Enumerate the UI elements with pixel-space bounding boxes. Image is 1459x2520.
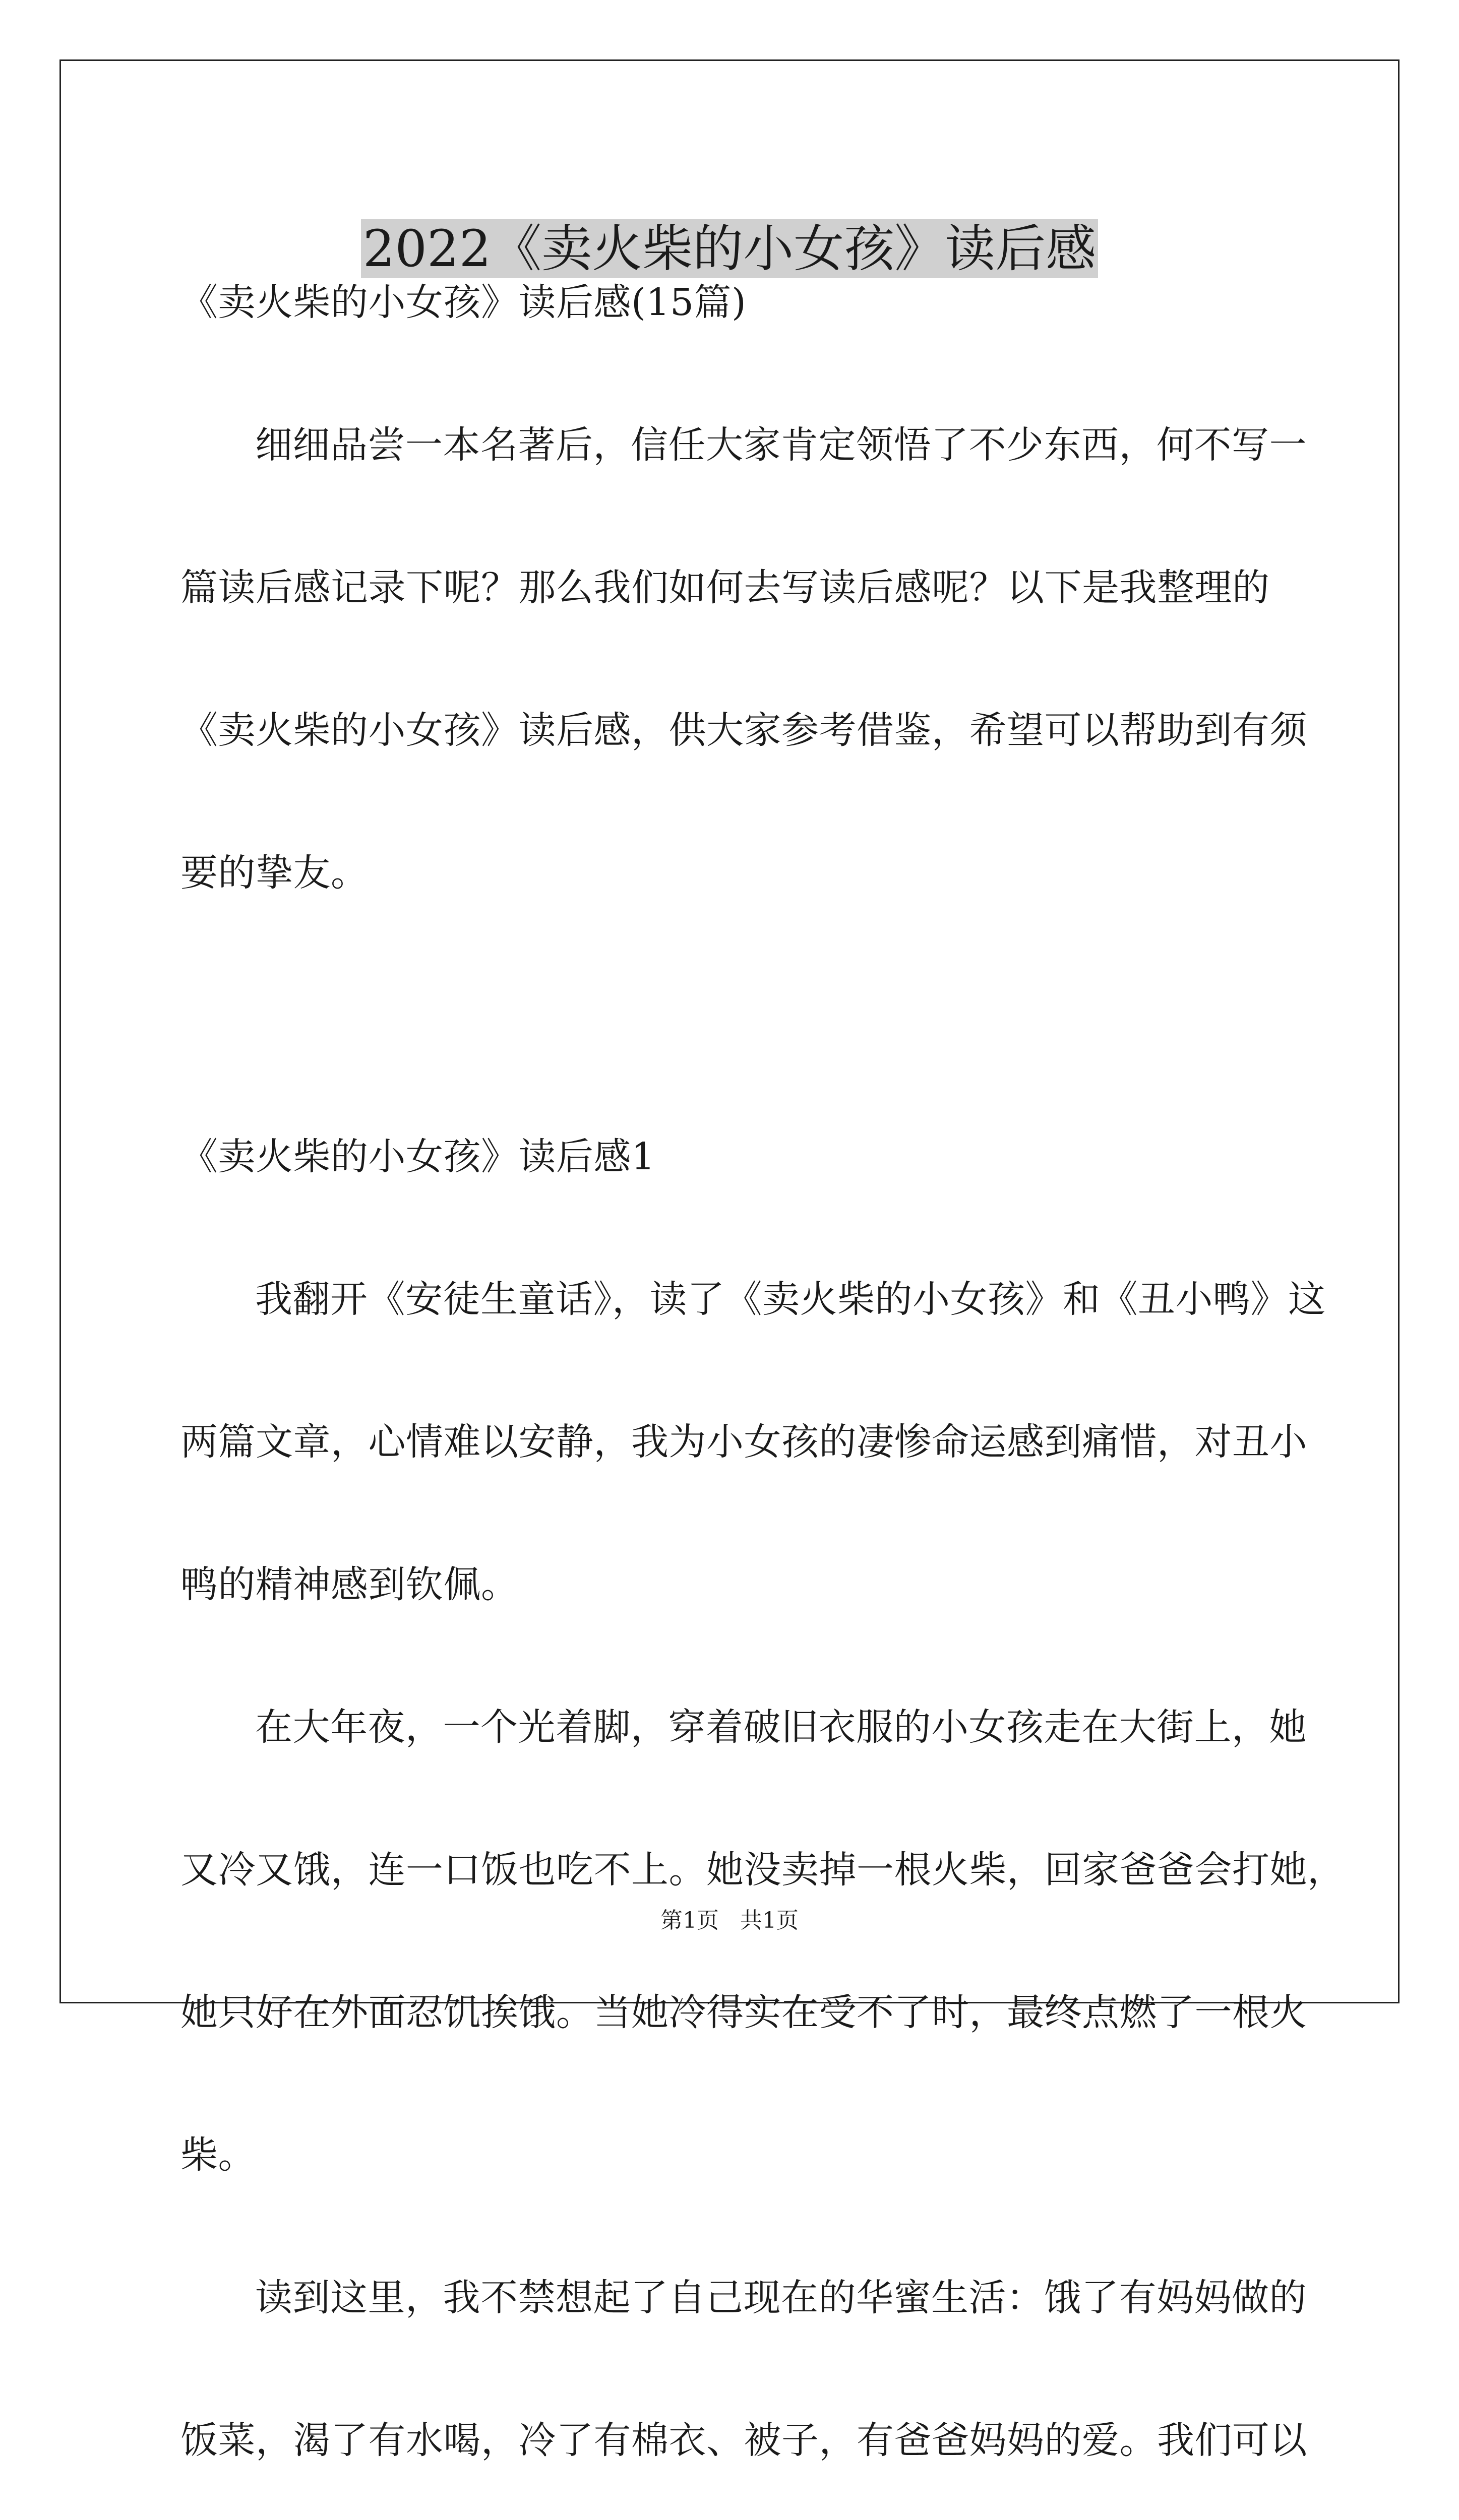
document-body: [180, 281, 1345, 2520]
intro-line: 细细品尝一本名著后，信任大家肯定领悟了不少东西，何不写一: [255, 423, 1307, 467]
section-heading: 《卖火柴的小女孩》读后感1: [180, 1135, 655, 1178]
paragraph-line: 又冷又饿，连一口饭也吃不上。她没卖掉一根火柴，回家爸爸会打她，: [180, 1848, 1345, 1892]
paragraph-line: 读到这里，我不禁想起了自己现在的华蜜生活：饿了有妈妈做的: [255, 2276, 1307, 2319]
paragraph-line: 我翻开《安徒生童话》，读了《卖火柴的小女孩》和《丑小鸭》这: [255, 1278, 1326, 1321]
intro-line: 篇读后感记录下呢？那么我们如何去写读后感呢？以下是我整理的: [180, 566, 1270, 609]
paragraph-line: 她只好在外面忍饥挨饿。当她冷得实在受不了时，最终点燃了一根火: [180, 1991, 1307, 2034]
document-subtitle: 《卖火柴的小女孩》读后感(15篇): [180, 281, 747, 324]
intro-line: 要的挚友。: [180, 851, 369, 895]
document-title: 2022《卖火柴的小女孩》读后感: [0, 216, 1459, 282]
paragraph-line: 鸭的精神感到钦佩。: [180, 1563, 519, 1606]
paragraph-line: 柴。: [180, 2133, 256, 2177]
paragraph-line: 饭菜，渴了有水喝，冷了有棉衣、被子，有爸爸妈妈的爱。我们可以: [180, 2419, 1307, 2462]
section-gap: [180, 995, 1290, 1137]
intro-line: 《卖火柴的小女孩》读后感，供大家参考借鉴，希望可以帮助到有须: [180, 709, 1307, 752]
paragraph-line: 两篇文章，心情难以安静，我为小女孩的凄惨命运感到痛惜，对丑小: [180, 1420, 1307, 1464]
paragraph-line: 在大年夜，一个光着脚，穿着破旧衣服的小女孩走在大街上，她: [255, 1706, 1307, 1749]
page-footer: 第1页 共1页: [660, 1908, 799, 1933]
